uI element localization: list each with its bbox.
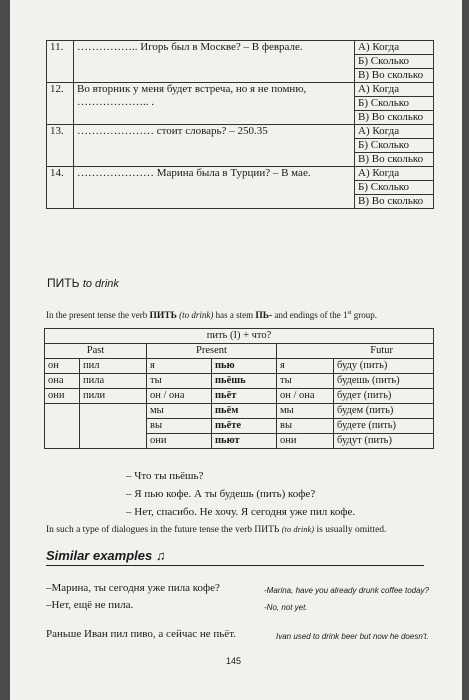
col-present: Present — [147, 344, 277, 359]
exercise-number: 13. — [47, 125, 74, 167]
option-a: А) Когда — [355, 167, 433, 181]
table-row — [45, 404, 434, 419]
future-form: будете (пить) — [334, 419, 434, 434]
conj-header: пить (I) + что? — [45, 329, 434, 344]
option-c: В) Во сколько — [358, 153, 424, 165]
present-form: пьёте — [212, 419, 277, 434]
dialog — [126, 467, 355, 521]
example-ru: –Нет, ещё не пила. — [46, 599, 134, 611]
exercise-number: 11. — [47, 41, 74, 83]
future-form: буду (пить) — [334, 359, 434, 374]
example-en: Ivan used to drink beer but now he doesn't. — [276, 632, 429, 641]
exercise-text: ………………… Марина была в Турции? – В мае. — [74, 167, 355, 209]
past-empty — [45, 404, 80, 419]
omit-en: (to drink) — [281, 524, 315, 534]
past-form: пил — [80, 359, 147, 374]
option-c: В) Во сколько — [358, 69, 424, 81]
present-pronoun: ты — [147, 374, 212, 389]
table-row — [45, 389, 434, 404]
exercise-options — [355, 167, 434, 209]
past-empty — [45, 434, 80, 449]
table-row — [45, 359, 434, 374]
future-form: будет (пить) — [334, 389, 434, 404]
table-row — [47, 125, 434, 167]
intro-verb-en: (to drink) — [179, 310, 214, 320]
past-empty — [80, 419, 147, 434]
option-b: Б) Сколько — [355, 97, 433, 111]
option-a: А) Когда — [355, 83, 433, 97]
future-form: будешь (пить) — [334, 374, 434, 389]
present-pronoun: они — [147, 434, 212, 449]
omit-pre: In such a type of dialogues in the future tense the verb ПИТЬ — [46, 525, 280, 535]
textbook-page — [10, 0, 462, 700]
exercise-number: 12. — [47, 83, 74, 125]
conjugation-table — [44, 328, 434, 449]
table-row — [45, 374, 434, 389]
past-pronoun: она — [45, 374, 80, 389]
example-ru: Раньше Иван пил пиво, а сейчас не пьёт. — [46, 628, 236, 640]
intro-mid: has a stem — [215, 310, 254, 320]
option-a: А) Когда — [355, 125, 433, 139]
exercise-options — [355, 41, 434, 83]
option-a: А) Когда — [355, 41, 433, 55]
exercise-text: …………….. Игорь был в Москве? – В феврале. — [74, 41, 355, 83]
future-form: будем (пить) — [334, 404, 434, 419]
intro-sup: st — [347, 310, 352, 316]
past-empty — [80, 434, 147, 449]
past-form: пила — [80, 374, 147, 389]
present-form: пьём — [212, 404, 277, 419]
past-empty — [80, 404, 147, 419]
table-row — [47, 167, 434, 209]
past-pronoun: он — [45, 359, 80, 374]
present-form: пьёшь — [212, 374, 277, 389]
intro-pre: In the present tense the verb — [46, 310, 148, 320]
intro-post: and endings of the 1 — [274, 310, 348, 320]
table-row — [45, 344, 434, 359]
dialog-line: – Я пью кофе. А ты будешь (пить) кофе? — [126, 488, 316, 500]
option-c: В) Во сколько — [358, 195, 424, 207]
future-form: будут (пить) — [334, 434, 434, 449]
option-b: Б) Сколько — [355, 139, 433, 153]
past-form: пили — [80, 389, 147, 404]
table-row — [45, 434, 434, 449]
past-empty — [45, 419, 80, 434]
present-form: пьют — [212, 434, 277, 449]
example-ru: –Марина, ты сегодня уже пила кофе? — [46, 582, 220, 594]
table-row — [47, 41, 434, 83]
dialog-line: – Нет, спасибо. Не хочу. Я сегодня уже пил кофе. — [126, 506, 356, 518]
intro-text — [46, 310, 377, 321]
table-row — [45, 419, 434, 434]
example-en: -Marina, have you already drunk coffee today? — [264, 586, 429, 595]
present-pronoun: мы — [147, 404, 212, 419]
omission-note — [46, 524, 386, 535]
section-heading — [47, 276, 119, 290]
omit-post: is usually omitted. — [316, 525, 387, 535]
present-pronoun: я — [147, 359, 212, 374]
present-pronoun: он / она — [147, 389, 212, 404]
intro-end: group. — [353, 310, 377, 320]
future-pronoun: вы — [277, 419, 334, 434]
intro-stem: ПЬ- — [255, 311, 273, 321]
exercise-table — [46, 40, 434, 209]
future-pronoun: мы — [277, 404, 334, 419]
option-c: В) Во сколько — [358, 111, 424, 123]
table-row — [47, 83, 434, 125]
section-title-en: to drink — [82, 278, 119, 290]
past-pronoun: они — [45, 389, 80, 404]
future-pronoun: они — [277, 434, 334, 449]
option-b: Б) Сколько — [355, 55, 433, 69]
col-future: Futur — [277, 344, 434, 359]
future-pronoun: он / она — [277, 389, 334, 404]
page-number: 145 — [226, 656, 242, 666]
future-pronoun: я — [277, 359, 334, 374]
exercise-number: 14. — [47, 167, 74, 209]
future-pronoun: ты — [277, 374, 334, 389]
exercise-text: ………………… стоит словарь? – 250.35 — [74, 125, 355, 167]
option-b: Б) Сколько — [355, 181, 433, 195]
example-en: -No, not yet. — [264, 603, 308, 612]
intro-verb: ПИТЬ — [149, 311, 177, 321]
exercise-options — [355, 125, 434, 167]
present-form: пьёт — [212, 389, 277, 404]
section-title: ПИТЬ — [47, 276, 80, 290]
exercise-text: Во вторник у меня будет встреча, но я не помню, ……………….. . — [74, 83, 355, 125]
table-row — [45, 329, 434, 344]
exercise-options — [355, 83, 434, 125]
present-form: пью — [212, 359, 277, 374]
dialog-line: – Что ты пьёшь? — [126, 470, 204, 482]
present-pronoun: вы — [147, 419, 212, 434]
similar-examples-heading: Similar examples ♫ — [46, 548, 424, 566]
col-past: Past — [45, 344, 147, 359]
